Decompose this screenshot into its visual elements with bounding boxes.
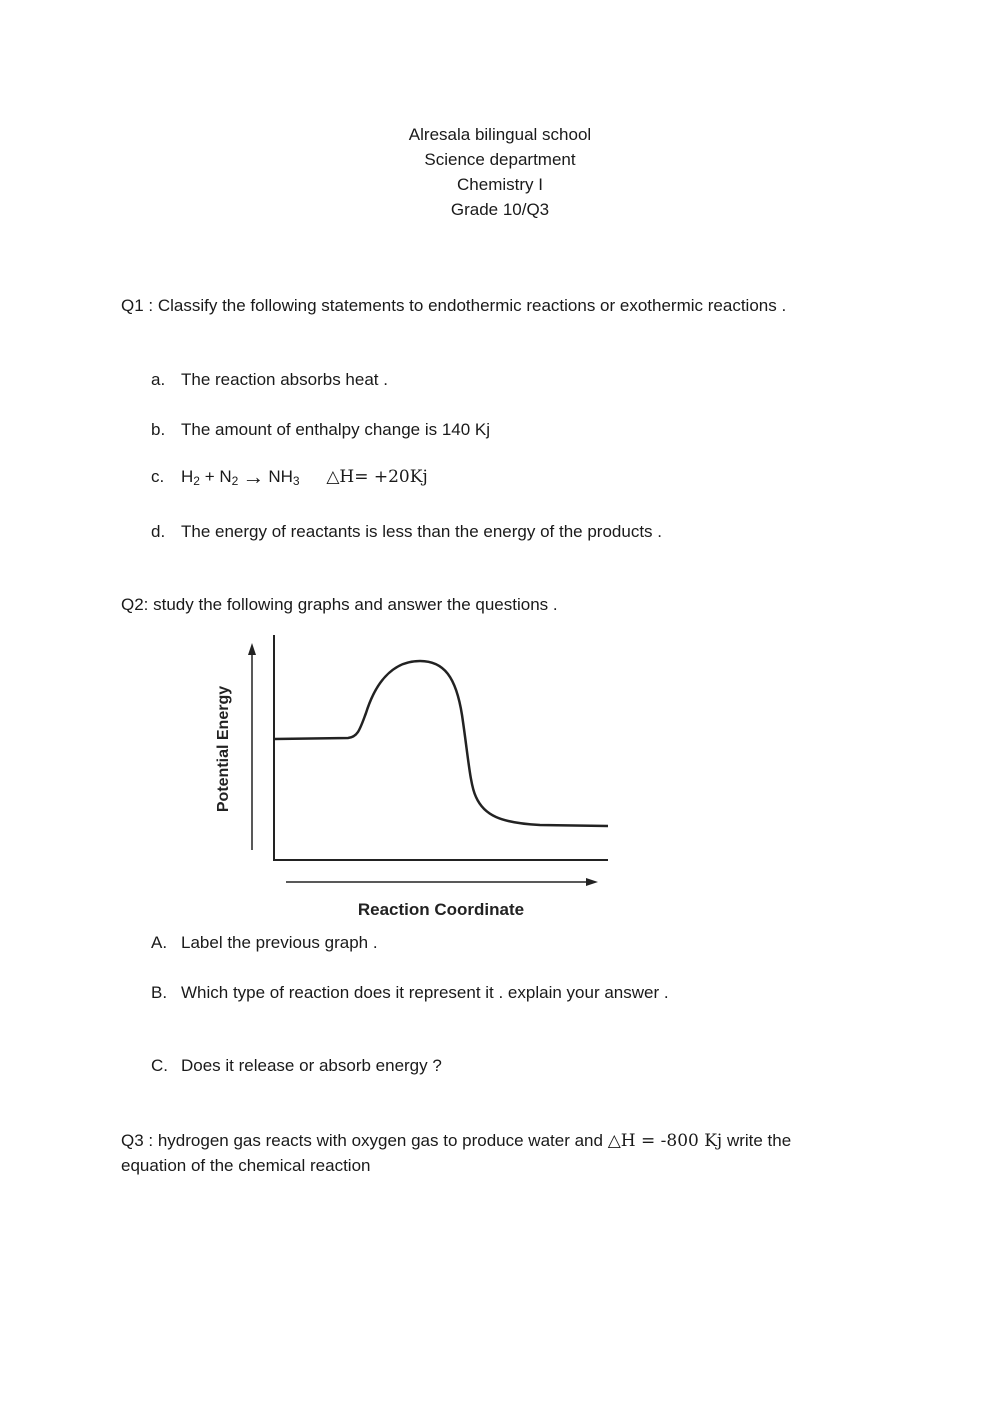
document-header	[0, 122, 1000, 222]
reaction-arrow-icon: →	[242, 464, 265, 489]
subject-name: Chemistry I	[457, 175, 543, 194]
energy-diagram	[200, 625, 620, 925]
enthalpy-change: △H= +20Kj	[326, 467, 428, 487]
item-text: Does it release or absorb energy ?	[181, 1056, 442, 1075]
q3-enthalpy: △H = -800 Kj	[607, 1131, 723, 1151]
energy-curve	[274, 661, 608, 826]
q3-prompt-line2: equation of the chemical reaction	[121, 1156, 371, 1175]
item-letter: d.	[151, 522, 166, 541]
school-name: Alresala bilingual school	[408, 125, 592, 144]
item-text: Which type of reaction does it represent it . explain your answer .	[181, 983, 669, 1002]
q3-prompt-line1	[121, 1128, 791, 1154]
q2-prompt: Q2: study the following graphs and answer the questions .	[121, 595, 558, 614]
q3-text-start: Q3 : hydrogen gas reacts with oxygen gas to produce water and	[121, 1131, 608, 1150]
q1-item-a	[151, 367, 388, 392]
item-text: The reaction absorbs heat .	[181, 370, 388, 389]
y-arrowhead-icon	[248, 643, 256, 655]
q2-item-c	[151, 1053, 442, 1078]
q2-item-b	[151, 980, 669, 1005]
q2-item-a	[151, 930, 378, 955]
plus-sign: +	[204, 467, 215, 486]
reactant-h2: $H_2$	[181, 467, 200, 488]
item-letter: B.	[151, 983, 168, 1002]
x-arrowhead-icon	[586, 878, 598, 886]
item-letter: C.	[151, 1056, 168, 1075]
q3-text-end: write the	[722, 1131, 792, 1150]
item-letter: b.	[151, 420, 166, 439]
item-text: The amount of enthalpy change is 140 Kj	[181, 420, 491, 439]
item-letter: A.	[151, 933, 168, 952]
q1-item-c	[151, 464, 428, 490]
department-name: Science department	[424, 150, 576, 169]
item-text: The energy of reactants is less than the energy of the products .	[181, 522, 662, 541]
x-axis-label: Reaction Coordinate	[357, 900, 525, 919]
y-axis-label: Potential Energy	[215, 685, 232, 813]
grade-label: Grade 10/Q3	[450, 200, 550, 219]
item-letter: c.	[151, 467, 165, 486]
item-letter: a.	[151, 370, 166, 389]
q1-item-b	[151, 417, 490, 442]
reactant-n2: $N_2$	[219, 467, 239, 488]
q1-prompt: Q1 : Classify the following statements to endothermic reactions or exothermic reactions .	[121, 296, 787, 315]
q1-item-d	[151, 519, 662, 544]
product-nh3: $NH_3$	[268, 467, 300, 488]
item-text: Label the previous graph .	[181, 933, 378, 952]
